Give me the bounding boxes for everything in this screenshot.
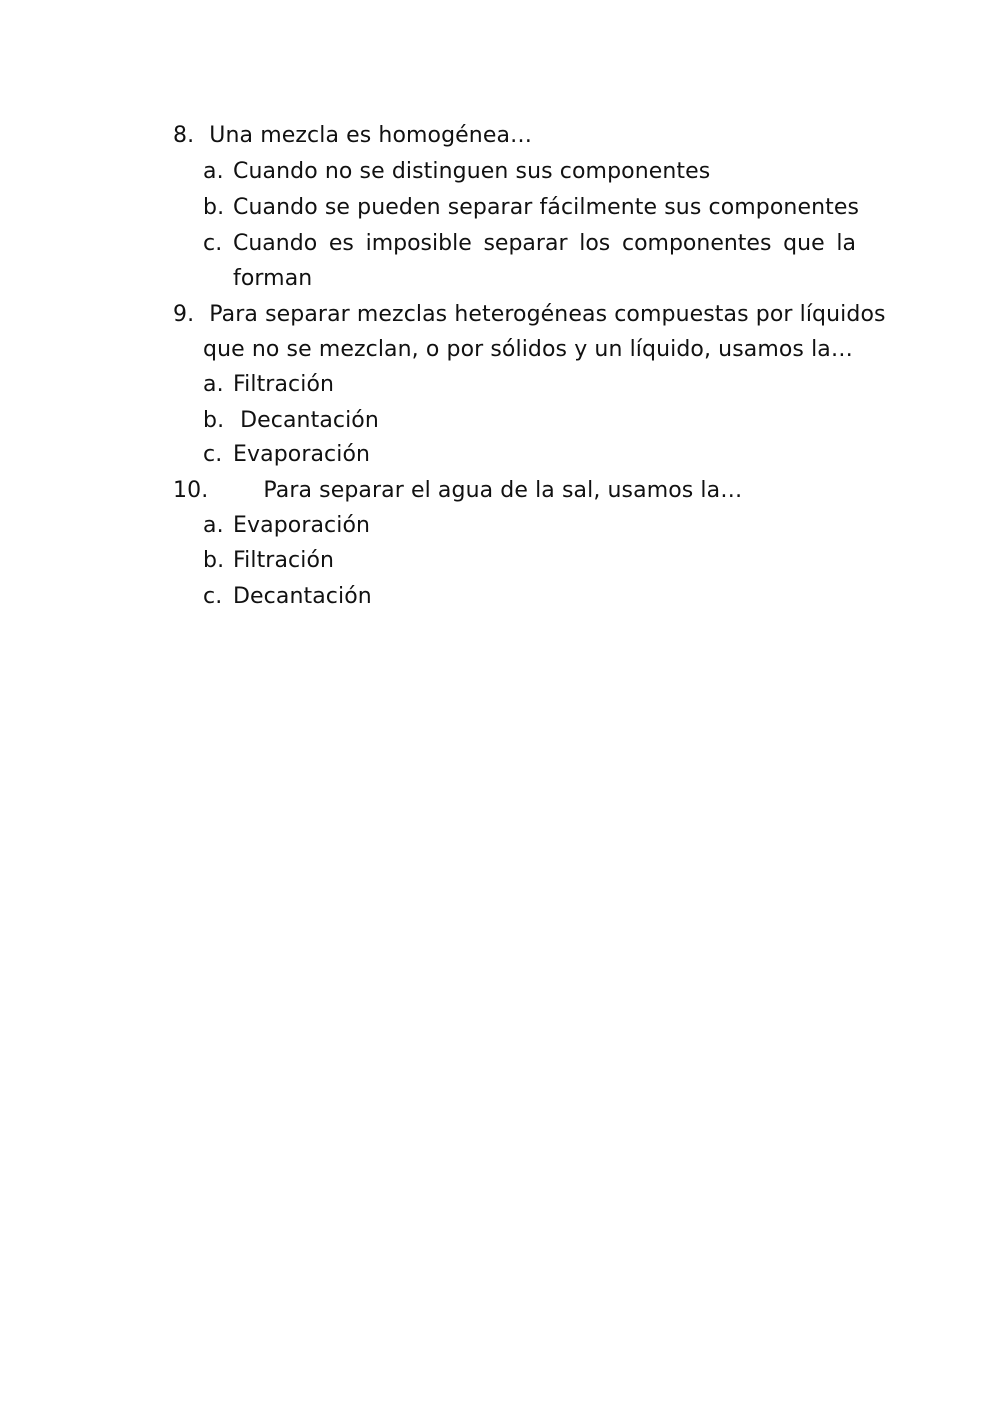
option-text: Decantación: [233, 408, 379, 433]
question-10: [173, 476, 742, 506]
option-8b: [203, 193, 859, 223]
question-9: [173, 300, 886, 330]
question-text: Para separar el agua de la sal, usamos la…: [263, 478, 743, 503]
option-text: Filtración: [233, 548, 335, 573]
option-text: Filtración: [233, 372, 335, 397]
option-letter: a.: [203, 513, 224, 538]
option-letter: b.: [203, 548, 225, 573]
question-9-line2: [203, 335, 853, 365]
option-10c: [203, 582, 372, 612]
question-text-line1: Para separar mezclas heterogéneas compuestas por líquidos: [209, 302, 886, 327]
option-letter: c.: [203, 584, 223, 609]
question-number: 9.: [173, 302, 195, 327]
option-text: forman: [233, 266, 313, 291]
option-text: Cuando no se distinguen sus componentes: [233, 159, 711, 184]
option-8c-line2: [233, 264, 312, 294]
question-text-line2: que no se mezclan, o por sólidos y un líquido, usamos la…: [203, 337, 853, 362]
option-letter: a.: [203, 372, 224, 397]
question-number: 10.: [173, 478, 209, 503]
question-text: Una mezcla es homogénea…: [209, 123, 533, 148]
option-word: imposible: [365, 231, 472, 256]
option-text: Cuando se pueden separar fácilmente sus componentes: [233, 195, 860, 220]
option-word: es: [328, 231, 354, 256]
option-8c: [203, 229, 233, 259]
question-8: [173, 121, 532, 151]
option-8c-line1: [233, 229, 856, 259]
option-9a: [203, 370, 334, 400]
option-word: que: [783, 231, 825, 256]
option-text: Evaporación: [233, 513, 371, 538]
option-8a: [203, 157, 710, 187]
option-10a: [203, 511, 370, 541]
option-letter: b.: [203, 195, 225, 220]
option-word: Cuando: [233, 231, 318, 256]
option-9b: [203, 406, 379, 436]
option-10b: [203, 546, 334, 576]
option-9c: [203, 440, 370, 470]
option-word: componentes: [621, 231, 772, 256]
question-number: 8.: [173, 123, 195, 148]
option-letter: a.: [203, 159, 224, 184]
option-letter: c.: [203, 442, 223, 467]
option-text: Decantación: [233, 584, 372, 609]
option-word: la: [836, 231, 856, 256]
option-text: Evaporación: [233, 442, 371, 467]
option-letter: c.: [203, 231, 223, 256]
option-letter: b.: [203, 408, 225, 433]
option-word: separar: [483, 231, 568, 256]
option-word: los: [579, 231, 611, 256]
